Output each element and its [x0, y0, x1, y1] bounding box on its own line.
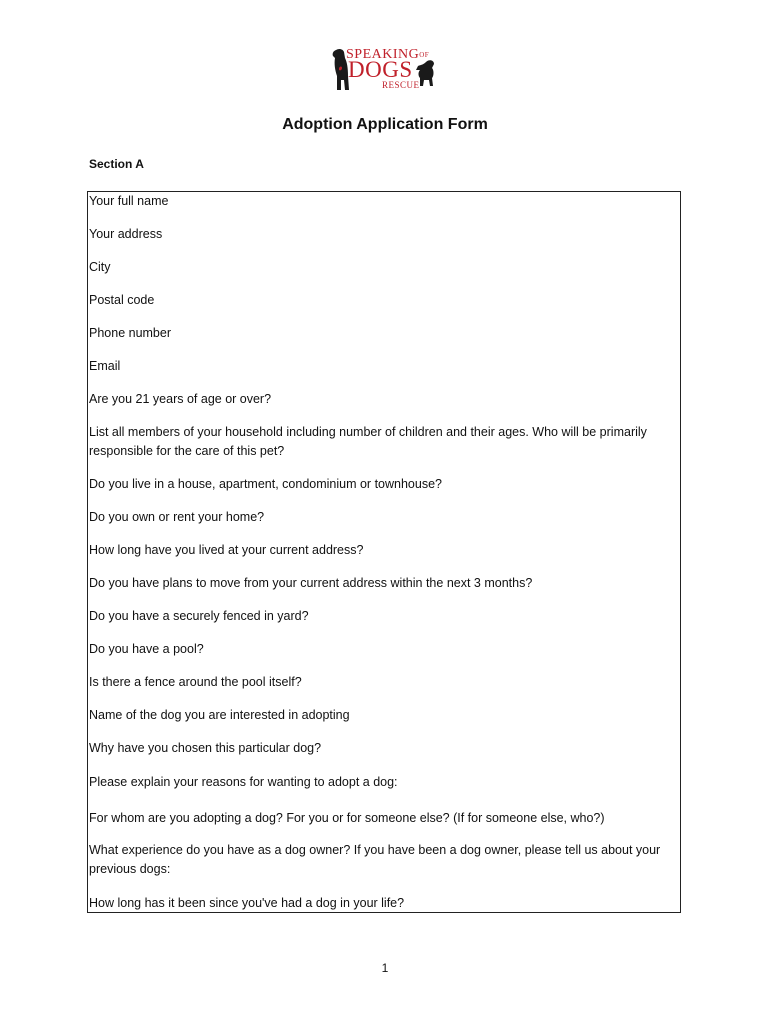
logo-text-dogs: DOGS — [348, 57, 413, 82]
question-address: Your address — [89, 227, 163, 241]
question-fenced-yard: Do you have a securely fenced in yard? — [89, 609, 309, 623]
question-pool: Do you have a pool? — [89, 642, 204, 656]
question-moving-plans: Do you have plans to move from your current address within the next 3 months? — [89, 576, 533, 590]
question-pool-fence: Is there a fence around the pool itself? — [89, 675, 302, 689]
question-phone: Phone number — [89, 326, 172, 340]
question-time-at-address: How long have you lived at your current address? — [89, 543, 364, 557]
question-full-name: Your full name — [89, 194, 169, 208]
logo-text-speaking: $SPEAKING^{OF}$ — [346, 47, 430, 62]
question-experience: What experience do you have as a dog owner? If you have been a dog owner, please tell us about your previous dogs: — [89, 843, 661, 876]
question-time-since-dog: How long has it been since you've had a dog in your life? — [89, 896, 405, 910]
page-number: 1 — [381, 961, 389, 975]
page-title: Adoption Application Form — [282, 116, 488, 133]
question-city: City — [89, 260, 111, 274]
question-home-type: Do you live in a house, apartment, condominium or townhouse? — [89, 477, 442, 491]
question-age: Are you 21 years of age or over? — [89, 392, 272, 406]
question-dog-name: Name of the dog you are interested in adopting — [89, 708, 350, 722]
question-for-whom: For whom are you adopting a dog? For you or for someone else? (If for someone else, who?) — [89, 811, 605, 825]
logo — [330, 46, 442, 96]
question-household: List all members of your household including number of children and their ages. Who will be primarily responsible for the care of this pet? — [89, 425, 647, 458]
question-email: Email — [89, 359, 121, 373]
question-why-dog: Why have you chosen this particular dog? — [89, 741, 322, 755]
section-label: Section A — [89, 157, 144, 171]
logo-text-rescue: RESCUE — [382, 80, 420, 90]
question-reasons: Please explain your reasons for wanting to adopt a dog: — [89, 775, 398, 789]
question-own-rent: Do you own or rent your home? — [89, 510, 265, 524]
question-postal-code: Postal code — [89, 293, 155, 307]
